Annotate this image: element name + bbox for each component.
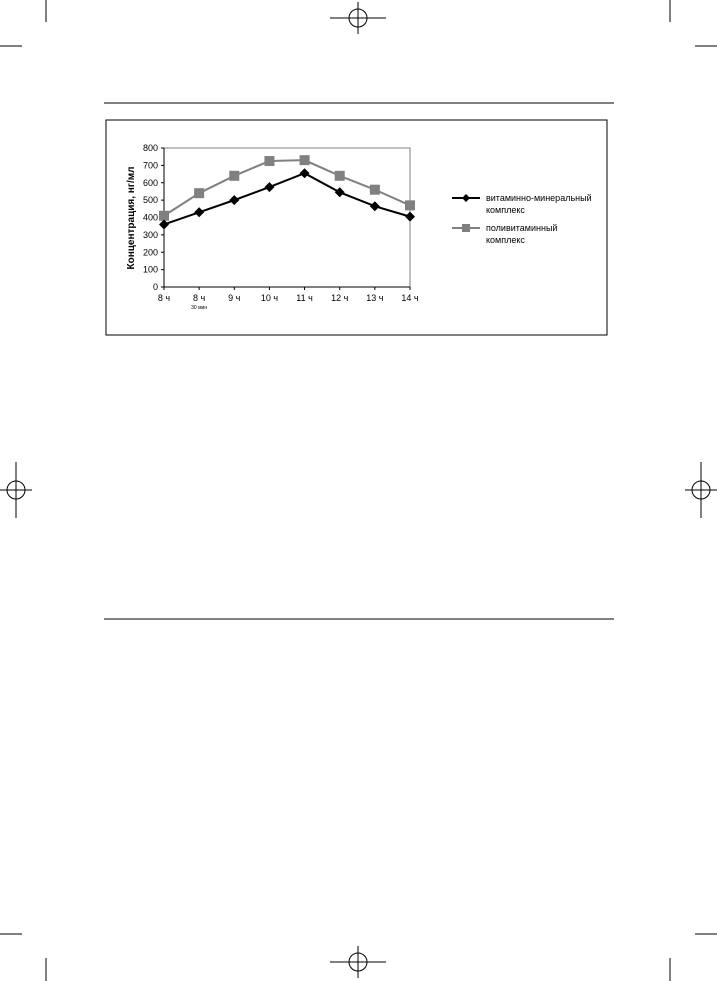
legend-label-0: витаминно-минеральный комплекс xyxy=(486,193,592,215)
series-1-point xyxy=(370,185,380,195)
series-1-point xyxy=(229,171,239,181)
series-0-point xyxy=(194,207,204,217)
y-tick-label: 700 xyxy=(142,160,158,171)
legend-label-1: поливитаминный комплекс xyxy=(486,223,558,245)
y-axis-title: Концентрация, нг/мл xyxy=(126,166,137,270)
y-tick-label: 0 xyxy=(152,282,158,292)
x-tick-label: 8 ч xyxy=(157,293,171,303)
legend xyxy=(452,193,592,245)
x-tick-sublabel: 30 мин xyxy=(191,305,208,311)
registration-mark-bottom xyxy=(330,946,386,978)
x-tick-label: 13 ч xyxy=(366,293,384,303)
y-tick-label: 800 xyxy=(142,143,158,153)
y-tick-label: 600 xyxy=(142,177,158,188)
series-1-point xyxy=(264,156,274,166)
registration-mark-left xyxy=(0,462,32,518)
x-tick-label: 12 ч xyxy=(331,293,349,303)
registration-mark-top xyxy=(330,2,386,34)
y-tick-label: 400 xyxy=(142,212,158,223)
series-1-point xyxy=(335,171,345,181)
plot-border xyxy=(164,148,410,287)
series-0-point xyxy=(370,201,380,211)
legend-marker-0 xyxy=(462,194,470,202)
series-line-0 xyxy=(164,173,410,224)
legend-marker-1 xyxy=(462,224,470,232)
series-0-point xyxy=(335,187,345,197)
series-1-point xyxy=(159,211,169,221)
series-0-point xyxy=(159,219,169,229)
series-1-point xyxy=(405,200,415,210)
y-tick-label: 200 xyxy=(142,247,158,258)
series-0-point xyxy=(405,212,415,222)
y-tick-label: 300 xyxy=(142,229,158,240)
series-1-point xyxy=(300,155,310,165)
y-tick-label: 500 xyxy=(142,195,158,206)
x-tick-label: 10 ч xyxy=(260,293,279,303)
x-tick-label: 8 ч xyxy=(193,293,206,303)
series-0-point xyxy=(300,168,310,178)
x-tick-label: 14 ч xyxy=(401,293,419,303)
series-0-point xyxy=(229,195,239,205)
x-tick-label: 9 ч xyxy=(228,293,241,303)
registration-mark-right xyxy=(685,462,717,518)
series-1-point xyxy=(194,188,204,198)
series-0-point xyxy=(264,182,274,192)
y-tick-label: 100 xyxy=(142,264,158,275)
plot-area xyxy=(143,143,419,311)
x-tick-label: 11 ч xyxy=(296,293,313,303)
